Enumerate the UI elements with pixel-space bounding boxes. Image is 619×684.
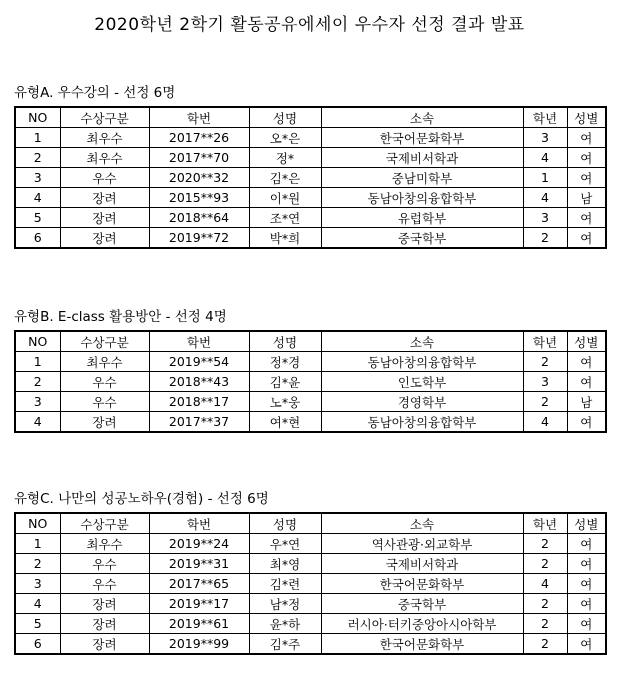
cell-department: 경영학부 xyxy=(321,392,523,412)
cell-department: 중국학부 xyxy=(321,228,523,249)
cell-name: 김*은 xyxy=(249,168,321,188)
cell-no: 4 xyxy=(15,412,60,433)
table-row xyxy=(15,228,606,249)
section-type-c xyxy=(14,489,605,655)
table-header-row xyxy=(15,331,606,352)
cell-name: 김*련 xyxy=(249,574,321,594)
cell-department: 한국어문화학부 xyxy=(321,128,523,148)
column-header: 소속 xyxy=(321,331,523,352)
table-row xyxy=(15,128,606,148)
cell-department: 국제비서학과 xyxy=(321,554,523,574)
column-header: 학년 xyxy=(523,513,567,534)
cell-grade: 2 xyxy=(523,614,567,634)
cell-gender: 남 xyxy=(567,188,606,208)
table-row xyxy=(15,554,606,574)
cell-department: 동남아창의융합학부 xyxy=(321,352,523,372)
table-row xyxy=(15,372,606,392)
cell-award: 장려 xyxy=(60,412,149,433)
cell-student-id: 2017**65 xyxy=(149,574,249,594)
cell-grade: 2 xyxy=(523,594,567,614)
cell-no: 6 xyxy=(15,228,60,249)
cell-grade: 2 xyxy=(523,634,567,655)
column-header: 학년 xyxy=(523,107,567,128)
cell-name: 정*경 xyxy=(249,352,321,372)
cell-gender: 여 xyxy=(567,208,606,228)
cell-student-id: 2017**70 xyxy=(149,148,249,168)
cell-no: 3 xyxy=(15,574,60,594)
section-type-b xyxy=(14,307,605,433)
cell-grade: 4 xyxy=(523,148,567,168)
cell-name: 김*윤 xyxy=(249,372,321,392)
cell-no: 2 xyxy=(15,372,60,392)
column-header: 성명 xyxy=(249,331,321,352)
table-row xyxy=(15,534,606,554)
cell-grade: 3 xyxy=(523,128,567,148)
cell-department: 인도학부 xyxy=(321,372,523,392)
cell-no: 1 xyxy=(15,128,60,148)
table-header-row xyxy=(15,513,606,534)
cell-department: 동남아창의융합학부 xyxy=(321,412,523,433)
cell-name: 노*웅 xyxy=(249,392,321,412)
cell-department: 유럽학부 xyxy=(321,208,523,228)
cell-gender: 여 xyxy=(567,614,606,634)
cell-name: 정* xyxy=(249,148,321,168)
table-row xyxy=(15,352,606,372)
column-header: 소속 xyxy=(321,107,523,128)
cell-student-id: 2019**72 xyxy=(149,228,249,249)
column-header: NO xyxy=(15,107,60,128)
cell-student-id: 2019**17 xyxy=(149,594,249,614)
column-header: 성별 xyxy=(567,107,606,128)
cell-no: 6 xyxy=(15,634,60,655)
cell-department: 러시아·터키중앙아시아학부 xyxy=(321,614,523,634)
cell-student-id: 2019**31 xyxy=(149,554,249,574)
cell-grade: 2 xyxy=(523,352,567,372)
cell-award: 장려 xyxy=(60,634,149,655)
section-heading: 유형B. E-class 활용방안 - 선정 4명 xyxy=(14,309,227,325)
page-title: 2020학년 2학기 활동공유에세이 우수자 선정 결과 발표 xyxy=(94,15,525,35)
results-table xyxy=(14,512,607,655)
cell-award: 장려 xyxy=(60,594,149,614)
cell-grade: 1 xyxy=(523,168,567,188)
table-row xyxy=(15,412,606,433)
cell-student-id: 2019**61 xyxy=(149,614,249,634)
cell-award: 장려 xyxy=(60,614,149,634)
cell-award: 장려 xyxy=(60,188,149,208)
cell-no: 5 xyxy=(15,614,60,634)
cell-gender: 여 xyxy=(567,574,606,594)
column-header: NO xyxy=(15,513,60,534)
cell-grade: 3 xyxy=(523,208,567,228)
cell-grade: 2 xyxy=(523,392,567,412)
cell-name: 오*은 xyxy=(249,128,321,148)
results-table xyxy=(14,106,607,249)
cell-award: 우수 xyxy=(60,574,149,594)
cell-name: 이*원 xyxy=(249,188,321,208)
cell-no: 2 xyxy=(15,148,60,168)
cell-student-id: 2018**17 xyxy=(149,392,249,412)
cell-no: 4 xyxy=(15,594,60,614)
cell-department: 한국어문화학부 xyxy=(321,574,523,594)
cell-gender: 여 xyxy=(567,594,606,614)
cell-no: 2 xyxy=(15,554,60,574)
cell-student-id: 2017**37 xyxy=(149,412,249,433)
cell-gender: 여 xyxy=(567,554,606,574)
cell-award: 최우수 xyxy=(60,128,149,148)
cell-department: 한국어문화학부 xyxy=(321,634,523,655)
cell-student-id: 2018**43 xyxy=(149,372,249,392)
cell-gender: 여 xyxy=(567,372,606,392)
cell-department: 역사관광·외교학부 xyxy=(321,534,523,554)
table-row xyxy=(15,148,606,168)
column-header: 수상구분 xyxy=(60,331,149,352)
column-header: 성명 xyxy=(249,513,321,534)
table-row xyxy=(15,574,606,594)
cell-grade: 4 xyxy=(523,188,567,208)
table-row xyxy=(15,392,606,412)
cell-gender: 여 xyxy=(567,228,606,249)
column-header: 학년 xyxy=(523,331,567,352)
cell-grade: 4 xyxy=(523,412,567,433)
cell-award: 우수 xyxy=(60,554,149,574)
cell-name: 최*영 xyxy=(249,554,321,574)
column-header: 학번 xyxy=(149,107,249,128)
cell-award: 최우수 xyxy=(60,148,149,168)
cell-no: 3 xyxy=(15,392,60,412)
table-row xyxy=(15,594,606,614)
cell-grade: 2 xyxy=(523,228,567,249)
cell-award: 우수 xyxy=(60,372,149,392)
cell-gender: 남 xyxy=(567,392,606,412)
cell-gender: 여 xyxy=(567,634,606,655)
cell-gender: 여 xyxy=(567,412,606,433)
cell-name: 여*현 xyxy=(249,412,321,433)
column-header: 성명 xyxy=(249,107,321,128)
column-header: 수상구분 xyxy=(60,513,149,534)
section-heading: 유형A. 우수강의 - 선정 6명 xyxy=(14,85,176,101)
cell-grade: 3 xyxy=(523,372,567,392)
cell-no: 4 xyxy=(15,188,60,208)
column-header: 학번 xyxy=(149,331,249,352)
cell-student-id: 2015**93 xyxy=(149,188,249,208)
cell-department: 동남아창의융합학부 xyxy=(321,188,523,208)
cell-name: 김*주 xyxy=(249,634,321,655)
column-header: 성별 xyxy=(567,331,606,352)
cell-gender: 여 xyxy=(567,128,606,148)
cell-name: 박*희 xyxy=(249,228,321,249)
cell-gender: 여 xyxy=(567,148,606,168)
cell-gender: 여 xyxy=(567,534,606,554)
column-header: NO xyxy=(15,331,60,352)
column-header: 성별 xyxy=(567,513,606,534)
cell-award: 최우수 xyxy=(60,352,149,372)
cell-grade: 2 xyxy=(523,534,567,554)
cell-award: 우수 xyxy=(60,168,149,188)
cell-no: 1 xyxy=(15,534,60,554)
cell-no: 3 xyxy=(15,168,60,188)
cell-name: 조*연 xyxy=(249,208,321,228)
table-row xyxy=(15,614,606,634)
results-table xyxy=(14,330,607,433)
column-header: 소속 xyxy=(321,513,523,534)
cell-student-id: 2019**54 xyxy=(149,352,249,372)
cell-award: 장려 xyxy=(60,208,149,228)
cell-department: 중국학부 xyxy=(321,594,523,614)
cell-name: 우*연 xyxy=(249,534,321,554)
table-row xyxy=(15,188,606,208)
cell-student-id: 2020**32 xyxy=(149,168,249,188)
cell-gender: 여 xyxy=(567,168,606,188)
cell-no: 5 xyxy=(15,208,60,228)
column-header: 학번 xyxy=(149,513,249,534)
cell-student-id: 2018**64 xyxy=(149,208,249,228)
cell-award: 우수 xyxy=(60,392,149,412)
column-header: 수상구분 xyxy=(60,107,149,128)
section-heading: 유형C. 나만의 성공노하우(경험) - 선정 6명 xyxy=(14,491,269,507)
cell-award: 장려 xyxy=(60,228,149,249)
cell-department: 국제비서학과 xyxy=(321,148,523,168)
table-row xyxy=(15,208,606,228)
section-type-a xyxy=(14,83,605,249)
table-row xyxy=(15,168,606,188)
table-header-row xyxy=(15,107,606,128)
cell-student-id: 2017**26 xyxy=(149,128,249,148)
cell-department: 중남미학부 xyxy=(321,168,523,188)
cell-gender: 여 xyxy=(567,352,606,372)
cell-name: 남*정 xyxy=(249,594,321,614)
cell-award: 최우수 xyxy=(60,534,149,554)
cell-grade: 2 xyxy=(523,554,567,574)
cell-name: 윤*하 xyxy=(249,614,321,634)
cell-grade: 4 xyxy=(523,574,567,594)
table-row xyxy=(15,634,606,655)
cell-student-id: 2019**24 xyxy=(149,534,249,554)
cell-student-id: 2019**99 xyxy=(149,634,249,655)
cell-no: 1 xyxy=(15,352,60,372)
